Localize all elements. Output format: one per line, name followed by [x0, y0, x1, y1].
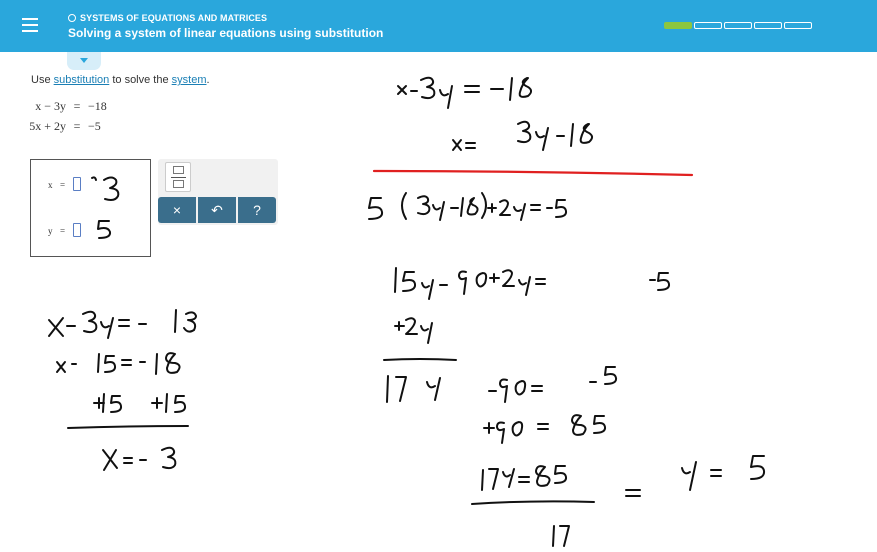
- equation-1: [28, 99, 107, 114]
- collapse-toggle-button[interactable]: [67, 52, 101, 70]
- x-equals: =: [60, 180, 66, 190]
- ink-equation-original: [398, 78, 531, 108]
- substitution-link[interactable]: substitution: [53, 74, 110, 86]
- ink-combined-line: [387, 367, 616, 402]
- equation-2-lhs: 5x + 2y: [29, 119, 66, 133]
- y-equals: =: [60, 226, 66, 236]
- undo-button[interactable]: ↶: [198, 197, 236, 223]
- math-toolbox: [158, 159, 278, 225]
- equation-2: [28, 119, 101, 134]
- top-bar: [0, 0, 877, 52]
- system-link[interactable]: system: [171, 74, 207, 86]
- ink-red-divider: [374, 171, 692, 175]
- ink-expanded-line: [395, 268, 669, 299]
- ink-left-result: [103, 448, 175, 470]
- progress-segment: [724, 22, 752, 29]
- ink-add-90-line: [484, 415, 605, 443]
- prompt-text-middle: to solve the: [109, 74, 172, 86]
- progress-bar: [664, 22, 812, 29]
- ink-underline-left: [68, 426, 188, 428]
- progress-segment: [754, 22, 782, 29]
- progress-segment: [664, 22, 692, 29]
- hamburger-menu-icon[interactable]: [22, 18, 38, 32]
- x-label: x: [48, 180, 53, 190]
- ink-division-line: [472, 456, 764, 546]
- progress-segment: [694, 22, 722, 29]
- ink-underline-1: [384, 359, 456, 360]
- ink-equation-isolated: [453, 122, 592, 150]
- topic-title: [68, 13, 267, 23]
- equation-1-equals: =: [73, 99, 81, 113]
- lesson-title: Solving a system of linear equations using substitution: [68, 26, 384, 40]
- ink-left-work-line-3: [94, 394, 185, 412]
- clear-button[interactable]: ×: [158, 197, 196, 223]
- equation-2-rhs: −5: [88, 119, 101, 133]
- fraction-bar-icon: [171, 177, 186, 178]
- ink-left-work-line-1: [49, 310, 196, 338]
- numerator-box-icon: [173, 166, 184, 174]
- y-label: y: [48, 226, 53, 236]
- help-button[interactable]: ?: [238, 197, 276, 223]
- equation-2-equals: =: [73, 119, 81, 133]
- ink-left-work-line-2: [57, 353, 180, 374]
- problem-prompt: [31, 74, 210, 86]
- ink-substitution-line: [369, 193, 566, 220]
- prompt-text-end: .: [206, 74, 210, 86]
- fraction-button[interactable]: [165, 162, 191, 192]
- chevron-down-icon: [80, 58, 88, 63]
- denominator-box-icon: [173, 180, 184, 188]
- equation-1-lhs: x − 3y: [35, 99, 66, 113]
- x-answer-input[interactable]: [73, 177, 81, 191]
- progress-segment: [784, 22, 812, 29]
- y-answer-input[interactable]: [73, 223, 81, 237]
- answer-box: [30, 159, 151, 257]
- ink-plus-2y: [395, 318, 432, 343]
- equation-1-rhs: −18: [88, 99, 107, 113]
- topic-label: SYSTEMS OF EQUATIONS AND MATRICES: [80, 13, 268, 23]
- topic-circle-icon: [68, 14, 76, 22]
- prompt-text-start: Use: [31, 74, 54, 86]
